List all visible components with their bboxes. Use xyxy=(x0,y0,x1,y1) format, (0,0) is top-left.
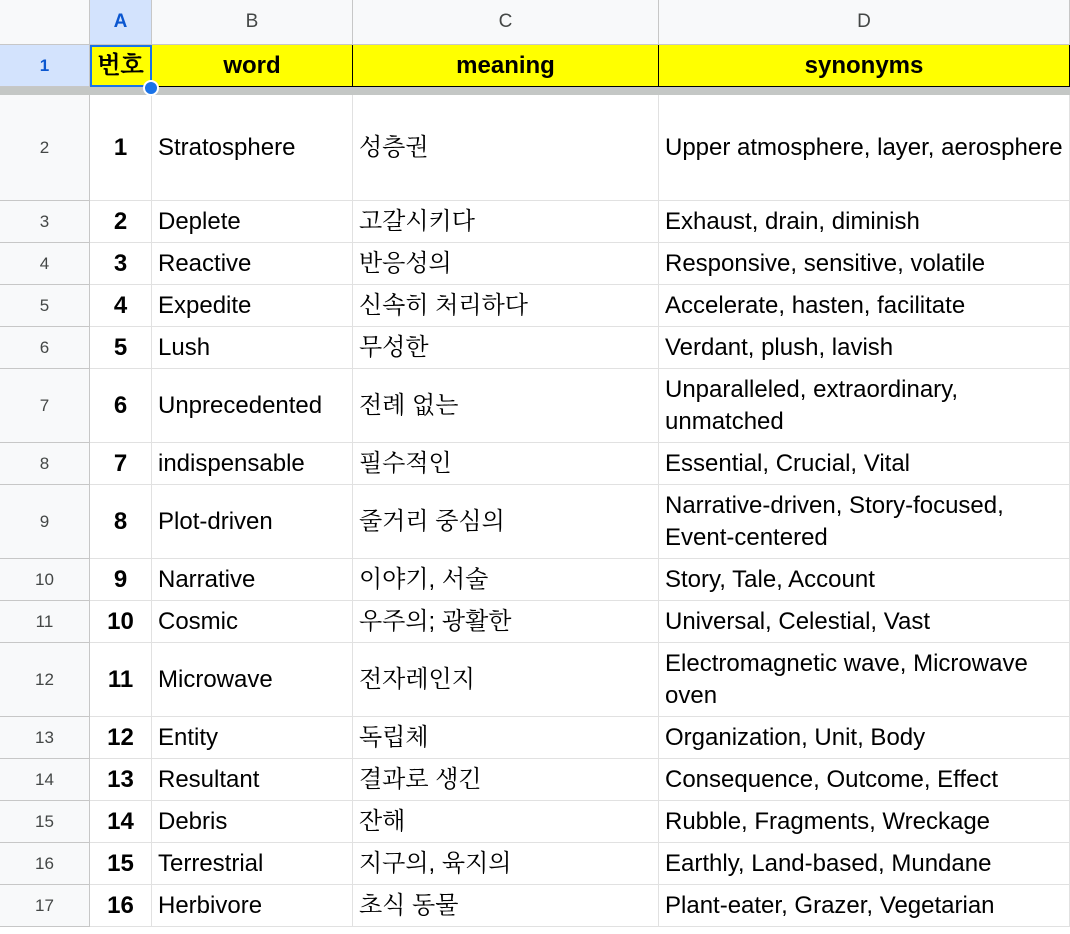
row-header[interactable]: 10 xyxy=(0,559,90,601)
cell-no[interactable]: 2 xyxy=(90,201,152,243)
header-cell-synonyms[interactable]: synonyms xyxy=(659,45,1070,87)
cell-word[interactable]: Resultant xyxy=(152,759,353,801)
cell-synonyms[interactable]: Essential, Crucial, Vital xyxy=(659,443,1070,485)
cell-meaning[interactable]: 이야기, 서술 xyxy=(353,559,659,601)
cell-meaning[interactable]: 우주의; 광활한 xyxy=(353,601,659,643)
cell-meaning[interactable]: 잔해 xyxy=(353,801,659,843)
cell-word[interactable]: Lush xyxy=(152,327,353,369)
cell-no[interactable]: 3 xyxy=(90,243,152,285)
cell-word[interactable]: Terrestrial xyxy=(152,843,353,885)
cell-no[interactable]: 14 xyxy=(90,801,152,843)
cell-meaning[interactable]: 초식 동물 xyxy=(353,885,659,927)
cell-no[interactable]: 12 xyxy=(90,717,152,759)
row-header[interactable]: 4 xyxy=(0,243,90,285)
select-all-corner[interactable] xyxy=(0,0,90,45)
cell-no[interactable]: 11 xyxy=(90,643,152,717)
cell-no[interactable]: 6 xyxy=(90,369,152,443)
cell-synonyms[interactable]: Rubble, Fragments, Wreckage xyxy=(659,801,1070,843)
cell-synonyms[interactable]: Plant-eater, Grazer, Vegetarian xyxy=(659,885,1070,927)
cell-word[interactable]: Deplete xyxy=(152,201,353,243)
cell-no[interactable]: 9 xyxy=(90,559,152,601)
cell-no[interactable]: 15 xyxy=(90,843,152,885)
cell-meaning[interactable]: 고갈시키다 xyxy=(353,201,659,243)
cell-synonyms[interactable]: Responsive, sensitive, volatile xyxy=(659,243,1070,285)
cell-meaning[interactable]: 지구의, 육지의 xyxy=(353,843,659,885)
header-cell-no[interactable]: 번호 xyxy=(90,45,152,87)
row-header[interactable]: 15 xyxy=(0,801,90,843)
cell-synonyms[interactable]: Organization, Unit, Body xyxy=(659,717,1070,759)
cell-word[interactable]: Expedite xyxy=(152,285,353,327)
cell-meaning[interactable]: 무성한 xyxy=(353,327,659,369)
row-header[interactable]: 3 xyxy=(0,201,90,243)
cell-word[interactable]: indispensable xyxy=(152,443,353,485)
cell-meaning[interactable]: 반응성의 xyxy=(353,243,659,285)
row-header[interactable]: 14 xyxy=(0,759,90,801)
cell-synonyms[interactable]: Earthly, Land-based, Mundane xyxy=(659,843,1070,885)
fill-handle[interactable] xyxy=(143,80,159,96)
cell-no[interactable]: 10 xyxy=(90,601,152,643)
row-header[interactable]: 5 xyxy=(0,285,90,327)
cell-synonyms[interactable]: Upper atmosphere, layer, aerosphere xyxy=(659,95,1070,201)
cell-meaning[interactable]: 필수적인 xyxy=(353,443,659,485)
cell-synonyms[interactable]: Unparalleled, extraordinary, unmatched xyxy=(659,369,1070,443)
cell-word[interactable]: Reactive xyxy=(152,243,353,285)
cell-meaning[interactable]: 전례 없는 xyxy=(353,369,659,443)
cell-no[interactable]: 7 xyxy=(90,443,152,485)
column-header-b[interactable]: B xyxy=(152,0,353,45)
row-header[interactable]: 6 xyxy=(0,327,90,369)
row-header[interactable]: 13 xyxy=(0,717,90,759)
cell-word[interactable]: Narrative xyxy=(152,559,353,601)
cell-synonyms[interactable]: Consequence, Outcome, Effect xyxy=(659,759,1070,801)
header-cell-word[interactable]: word xyxy=(152,45,353,87)
row-header[interactable]: 7 xyxy=(0,369,90,443)
frozen-row-divider[interactable] xyxy=(0,87,1070,95)
cell-meaning[interactable]: 독립체 xyxy=(353,717,659,759)
cell-meaning[interactable]: 신속히 처리하다 xyxy=(353,285,659,327)
cell-synonyms[interactable]: Electromagnetic wave, Microwave oven xyxy=(659,643,1070,717)
cell-word[interactable]: Unprecedented xyxy=(152,369,353,443)
cell-word[interactable]: Debris xyxy=(152,801,353,843)
row-header[interactable]: 9 xyxy=(0,485,90,559)
cell-meaning[interactable]: 결과로 생긴 xyxy=(353,759,659,801)
row-header[interactable]: 16 xyxy=(0,843,90,885)
row-header[interactable]: 17 xyxy=(0,885,90,927)
cell-synonyms[interactable]: Verdant, plush, lavish xyxy=(659,327,1070,369)
cell-word[interactable]: Cosmic xyxy=(152,601,353,643)
column-header-c[interactable]: C xyxy=(353,0,659,45)
cell-synonyms[interactable]: Narrative-driven, Story-focused, Event-centered xyxy=(659,485,1070,559)
cell-no[interactable]: 13 xyxy=(90,759,152,801)
cell-word[interactable]: Stratosphere xyxy=(152,95,353,201)
column-header-d[interactable]: D xyxy=(659,0,1070,45)
cell-no[interactable]: 4 xyxy=(90,285,152,327)
cell-no[interactable]: 8 xyxy=(90,485,152,559)
column-header-a[interactable]: A xyxy=(90,0,152,45)
cell-word[interactable]: Plot-driven xyxy=(152,485,353,559)
row-header[interactable]: 12 xyxy=(0,643,90,717)
cell-word[interactable]: Microwave xyxy=(152,643,353,717)
cell-word[interactable]: Herbivore xyxy=(152,885,353,927)
cell-meaning[interactable]: 줄거리 중심의 xyxy=(353,485,659,559)
cell-no[interactable]: 16 xyxy=(90,885,152,927)
cell-meaning[interactable]: 전자레인지 xyxy=(353,643,659,717)
cell-no[interactable]: 5 xyxy=(90,327,152,369)
cell-synonyms[interactable]: Exhaust, drain, diminish xyxy=(659,201,1070,243)
header-cell-meaning[interactable]: meaning xyxy=(353,45,659,87)
cell-synonyms[interactable]: Accelerate, hasten, facilitate xyxy=(659,285,1070,327)
row-header[interactable]: 11 xyxy=(0,601,90,643)
cell-meaning[interactable]: 성층권 xyxy=(353,95,659,201)
row-header[interactable]: 8 xyxy=(0,443,90,485)
cell-synonyms[interactable]: Universal, Celestial, Vast xyxy=(659,601,1070,643)
cell-synonyms[interactable]: Story, Tale, Account xyxy=(659,559,1070,601)
row-header[interactable]: 2 xyxy=(0,95,90,201)
cell-word[interactable]: Entity xyxy=(152,717,353,759)
cell-no[interactable]: 1 xyxy=(90,95,152,201)
row-header-1[interactable]: 1 xyxy=(0,45,90,87)
